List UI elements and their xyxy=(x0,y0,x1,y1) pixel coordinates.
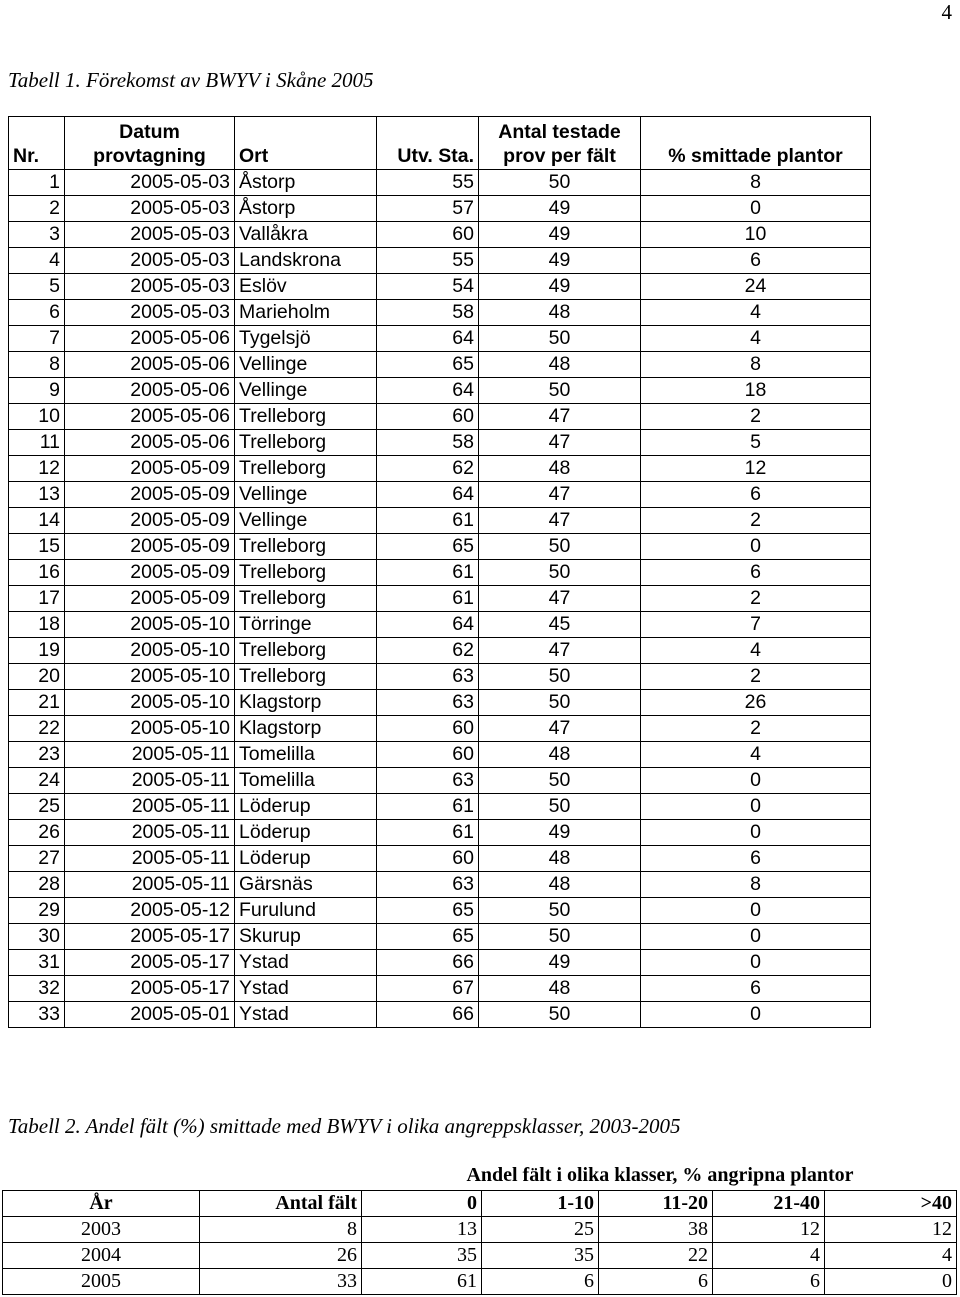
cell-datum: 2005-05-10 xyxy=(65,690,235,716)
cell-pct: 2 xyxy=(641,404,871,430)
table-row xyxy=(9,690,871,716)
table2-cell: 4 xyxy=(825,1243,957,1269)
table-row xyxy=(9,378,871,404)
cell-utv-sta: 63 xyxy=(377,664,479,690)
cell-ort: Åstorp xyxy=(235,196,377,222)
table-row xyxy=(9,976,871,1002)
table2-header-cell: 0 xyxy=(362,1191,482,1217)
table2-cell: 33 xyxy=(200,1269,362,1295)
cell-datum: 2005-05-01 xyxy=(65,1002,235,1028)
table1-body xyxy=(9,170,871,1028)
cell-ort: Åstorp xyxy=(235,170,377,196)
table-row xyxy=(9,196,871,222)
cell-utv-sta: 61 xyxy=(377,794,479,820)
cell-nr: 11 xyxy=(9,430,65,456)
table2-cell: 6 xyxy=(713,1269,825,1295)
table2-header-cell: Antal fält xyxy=(200,1191,362,1217)
cell-nr: 33 xyxy=(9,1002,65,1028)
cell-datum: 2005-05-03 xyxy=(65,222,235,248)
cell-pct: 24 xyxy=(641,274,871,300)
cell-antal: 50 xyxy=(479,924,641,950)
cell-datum: 2005-05-12 xyxy=(65,898,235,924)
cell-utv-sta: 60 xyxy=(377,404,479,430)
cell-ort: Löderup xyxy=(235,794,377,820)
cell-utv-sta: 55 xyxy=(377,248,479,274)
cell-datum: 2005-05-09 xyxy=(65,586,235,612)
table1-bwyv-occurrence xyxy=(8,116,871,1028)
cell-pct: 10 xyxy=(641,222,871,248)
cell-datum: 2005-05-11 xyxy=(65,846,235,872)
cell-datum: 2005-05-11 xyxy=(65,768,235,794)
cell-utv-sta: 66 xyxy=(377,1002,479,1028)
cell-antal: 47 xyxy=(479,404,641,430)
table2-header-cell: 1-10 xyxy=(482,1191,599,1217)
cell-ort: Klagstorp xyxy=(235,716,377,742)
cell-pct: 0 xyxy=(641,768,871,794)
header-pct-smittade: % smittade plantor xyxy=(641,117,871,170)
cell-ort: Ystad xyxy=(235,950,377,976)
table-row xyxy=(9,560,871,586)
cell-nr: 22 xyxy=(9,716,65,742)
cell-pct: 18 xyxy=(641,378,871,404)
cell-pct: 0 xyxy=(641,924,871,950)
table2-cell: 8 xyxy=(200,1217,362,1243)
cell-antal: 48 xyxy=(479,742,641,768)
table-row xyxy=(9,586,871,612)
cell-utv-sta: 65 xyxy=(377,924,479,950)
cell-nr: 3 xyxy=(9,222,65,248)
cell-utv-sta: 58 xyxy=(377,430,479,456)
cell-nr: 9 xyxy=(9,378,65,404)
header-antal xyxy=(479,117,641,170)
table-row xyxy=(9,534,871,560)
cell-datum: 2005-05-11 xyxy=(65,742,235,768)
cell-ort: Ystad xyxy=(235,976,377,1002)
cell-datum: 2005-05-09 xyxy=(65,482,235,508)
cell-pct: 8 xyxy=(641,872,871,898)
cell-ort: Trelleborg xyxy=(235,456,377,482)
cell-antal: 47 xyxy=(479,586,641,612)
table-row xyxy=(3,1269,957,1295)
cell-antal: 48 xyxy=(479,300,641,326)
cell-nr: 30 xyxy=(9,924,65,950)
header-antal-line1: Antal testade xyxy=(498,121,621,143)
cell-pct: 0 xyxy=(641,950,871,976)
cell-pct: 12 xyxy=(641,456,871,482)
cell-nr: 15 xyxy=(9,534,65,560)
cell-antal: 48 xyxy=(479,846,641,872)
cell-antal: 50 xyxy=(479,326,641,352)
cell-nr: 23 xyxy=(9,742,65,768)
header-datum-line2: provtagning xyxy=(93,145,206,167)
cell-antal: 47 xyxy=(479,482,641,508)
cell-nr: 16 xyxy=(9,560,65,586)
cell-antal: 49 xyxy=(479,196,641,222)
header-datum-line1: Datum xyxy=(119,121,180,143)
table2-cell: 35 xyxy=(482,1243,599,1269)
cell-utv-sta: 61 xyxy=(377,586,479,612)
cell-nr: 12 xyxy=(9,456,65,482)
cell-nr: 20 xyxy=(9,664,65,690)
cell-datum: 2005-05-09 xyxy=(65,508,235,534)
cell-nr: 2 xyxy=(9,196,65,222)
cell-antal: 47 xyxy=(479,638,641,664)
cell-nr: 7 xyxy=(9,326,65,352)
cell-antal: 50 xyxy=(479,690,641,716)
cell-pct: 0 xyxy=(641,534,871,560)
cell-nr: 8 xyxy=(9,352,65,378)
cell-pct: 4 xyxy=(641,326,871,352)
cell-utv-sta: 60 xyxy=(377,846,479,872)
cell-utv-sta: 61 xyxy=(377,508,479,534)
cell-ort: Trelleborg xyxy=(235,664,377,690)
cell-ort: Vellinge xyxy=(235,508,377,534)
cell-datum: 2005-05-03 xyxy=(65,300,235,326)
cell-datum: 2005-05-10 xyxy=(65,716,235,742)
table-row xyxy=(9,274,871,300)
table-row xyxy=(9,170,871,196)
cell-datum: 2005-05-03 xyxy=(65,196,235,222)
cell-ort: Furulund xyxy=(235,898,377,924)
cell-antal: 50 xyxy=(479,1002,641,1028)
cell-utv-sta: 63 xyxy=(377,872,479,898)
cell-nr: 26 xyxy=(9,820,65,846)
cell-pct: 8 xyxy=(641,352,871,378)
table2-cell: 38 xyxy=(599,1217,713,1243)
table-row xyxy=(9,872,871,898)
cell-pct: 6 xyxy=(641,560,871,586)
header-antal-line2: prov per fält xyxy=(503,145,616,167)
table2-header-row xyxy=(3,1191,957,1217)
cell-datum: 2005-05-03 xyxy=(65,248,235,274)
table2-cell: 13 xyxy=(362,1217,482,1243)
cell-utv-sta: 67 xyxy=(377,976,479,1002)
cell-utv-sta: 64 xyxy=(377,378,479,404)
cell-antal: 50 xyxy=(479,534,641,560)
cell-ort: Trelleborg xyxy=(235,534,377,560)
table2-cell: 61 xyxy=(362,1269,482,1295)
cell-nr: 17 xyxy=(9,586,65,612)
cell-pct: 26 xyxy=(641,690,871,716)
cell-pct: 6 xyxy=(641,482,871,508)
cell-pct: 4 xyxy=(641,742,871,768)
cell-antal: 45 xyxy=(479,612,641,638)
table-row xyxy=(9,794,871,820)
cell-antal: 48 xyxy=(479,976,641,1002)
cell-utv-sta: 54 xyxy=(377,274,479,300)
cell-antal: 49 xyxy=(479,950,641,976)
cell-utv-sta: 64 xyxy=(377,326,479,352)
cell-utv-sta: 65 xyxy=(377,352,479,378)
cell-nr: 32 xyxy=(9,976,65,1002)
cell-antal: 50 xyxy=(479,560,641,586)
cell-ort: Tomelilla xyxy=(235,768,377,794)
table-row xyxy=(9,820,871,846)
cell-utv-sta: 60 xyxy=(377,716,479,742)
table2-attack-classes xyxy=(2,1190,957,1295)
cell-nr: 6 xyxy=(9,300,65,326)
cell-antal: 50 xyxy=(479,378,641,404)
table-row xyxy=(9,456,871,482)
cell-datum: 2005-05-10 xyxy=(65,638,235,664)
cell-datum: 2005-05-17 xyxy=(65,976,235,1002)
cell-antal: 48 xyxy=(479,872,641,898)
cell-datum: 2005-05-06 xyxy=(65,352,235,378)
cell-datum: 2005-05-10 xyxy=(65,612,235,638)
header-datum xyxy=(65,117,235,170)
cell-pct: 5 xyxy=(641,430,871,456)
cell-utv-sta: 64 xyxy=(377,482,479,508)
cell-antal: 47 xyxy=(479,430,641,456)
cell-ort: Vellinge xyxy=(235,378,377,404)
cell-nr: 28 xyxy=(9,872,65,898)
table2-cell: 26 xyxy=(200,1243,362,1269)
cell-datum: 2005-05-06 xyxy=(65,326,235,352)
cell-ort: Gärsnäs xyxy=(235,872,377,898)
cell-datum: 2005-05-09 xyxy=(65,456,235,482)
cell-utv-sta: 60 xyxy=(377,742,479,768)
cell-pct: 2 xyxy=(641,586,871,612)
cell-datum: 2005-05-10 xyxy=(65,664,235,690)
table-row xyxy=(9,300,871,326)
cell-datum: 2005-05-11 xyxy=(65,820,235,846)
cell-utv-sta: 57 xyxy=(377,196,479,222)
cell-utv-sta: 64 xyxy=(377,612,479,638)
table-row xyxy=(9,638,871,664)
cell-antal: 50 xyxy=(479,898,641,924)
cell-pct: 4 xyxy=(641,638,871,664)
cell-nr: 31 xyxy=(9,950,65,976)
cell-antal: 47 xyxy=(479,716,641,742)
cell-ort: Tomelilla xyxy=(235,742,377,768)
table1-caption: Tabell 1. Förekomst av BWYV i Skåne 2005 xyxy=(8,68,374,92)
cell-antal: 49 xyxy=(479,222,641,248)
table2-cell: 22 xyxy=(599,1243,713,1269)
table2-cell: 0 xyxy=(825,1269,957,1295)
table2-cell: 25 xyxy=(482,1217,599,1243)
cell-datum: 2005-05-09 xyxy=(65,560,235,586)
cell-utv-sta: 65 xyxy=(377,898,479,924)
cell-nr: 25 xyxy=(9,794,65,820)
cell-pct: 0 xyxy=(641,820,871,846)
table2-header-cell: 21-40 xyxy=(713,1191,825,1217)
cell-datum: 2005-05-17 xyxy=(65,950,235,976)
table2-cell: 6 xyxy=(482,1269,599,1295)
cell-nr: 29 xyxy=(9,898,65,924)
cell-pct: 0 xyxy=(641,196,871,222)
cell-antal: 50 xyxy=(479,664,641,690)
cell-antal: 50 xyxy=(479,768,641,794)
table2-caption: Tabell 2. Andel fält (%) smittade med BWYV i olika angreppsklasser, 2003-2005 xyxy=(8,1114,681,1138)
table2-cell: 12 xyxy=(825,1217,957,1243)
table-row xyxy=(9,768,871,794)
cell-datum: 2005-05-11 xyxy=(65,794,235,820)
table2-header-cell: 11-20 xyxy=(599,1191,713,1217)
table-row xyxy=(9,404,871,430)
cell-datum: 2005-05-06 xyxy=(65,404,235,430)
table2-cell: 35 xyxy=(362,1243,482,1269)
table-row xyxy=(9,430,871,456)
table-row xyxy=(9,482,871,508)
table2-header-cell: >40 xyxy=(825,1191,957,1217)
table-row xyxy=(9,664,871,690)
cell-year: 2004 xyxy=(3,1243,200,1269)
cell-nr: 27 xyxy=(9,846,65,872)
cell-utv-sta: 63 xyxy=(377,768,479,794)
cell-ort: Löderup xyxy=(235,846,377,872)
header-utv-sta: Utv. Sta. xyxy=(377,117,479,170)
cell-antal: 48 xyxy=(479,456,641,482)
cell-pct: 6 xyxy=(641,248,871,274)
cell-utv-sta: 60 xyxy=(377,222,479,248)
cell-pct: 0 xyxy=(641,1002,871,1028)
cell-antal: 49 xyxy=(479,820,641,846)
cell-ort: Landskrona xyxy=(235,248,377,274)
cell-nr: 19 xyxy=(9,638,65,664)
cell-ort: Vellinge xyxy=(235,482,377,508)
table-row xyxy=(9,924,871,950)
cell-ort: Klagstorp xyxy=(235,690,377,716)
cell-utv-sta: 55 xyxy=(377,170,479,196)
cell-utv-sta: 61 xyxy=(377,820,479,846)
cell-pct: 0 xyxy=(641,794,871,820)
cell-nr: 10 xyxy=(9,404,65,430)
cell-utv-sta: 63 xyxy=(377,690,479,716)
table-row xyxy=(9,352,871,378)
cell-nr: 18 xyxy=(9,612,65,638)
cell-ort: Tygelsjö xyxy=(235,326,377,352)
cell-datum: 2005-05-03 xyxy=(65,274,235,300)
table2-group-header: Andel fält i olika klasser, % angripna plantor xyxy=(466,1164,854,1186)
table-row xyxy=(9,222,871,248)
table-row xyxy=(3,1243,957,1269)
cell-antal: 47 xyxy=(479,508,641,534)
cell-ort: Marieholm xyxy=(235,300,377,326)
table-row xyxy=(9,742,871,768)
cell-ort: Vellinge xyxy=(235,352,377,378)
cell-ort: Törringe xyxy=(235,612,377,638)
cell-pct: 6 xyxy=(641,976,871,1002)
cell-ort: Trelleborg xyxy=(235,560,377,586)
cell-pct: 2 xyxy=(641,664,871,690)
cell-antal: 50 xyxy=(479,170,641,196)
table-row xyxy=(9,1002,871,1028)
table-row xyxy=(9,508,871,534)
cell-antal: 49 xyxy=(479,274,641,300)
cell-antal: 50 xyxy=(479,794,641,820)
cell-datum: 2005-05-06 xyxy=(65,430,235,456)
table-row xyxy=(9,612,871,638)
cell-pct: 6 xyxy=(641,846,871,872)
cell-ort: Vallåkra xyxy=(235,222,377,248)
table-row xyxy=(9,248,871,274)
cell-nr: 1 xyxy=(9,170,65,196)
cell-datum: 2005-05-11 xyxy=(65,872,235,898)
cell-pct: 2 xyxy=(641,716,871,742)
cell-datum: 2005-05-17 xyxy=(65,924,235,950)
cell-utv-sta: 66 xyxy=(377,950,479,976)
table-row xyxy=(9,326,871,352)
cell-ort: Trelleborg xyxy=(235,638,377,664)
cell-ort: Löderup xyxy=(235,820,377,846)
cell-utv-sta: 62 xyxy=(377,638,479,664)
cell-utv-sta: 58 xyxy=(377,300,479,326)
table2-body xyxy=(3,1217,957,1295)
cell-ort: Eslöv xyxy=(235,274,377,300)
cell-datum: 2005-05-06 xyxy=(65,378,235,404)
table-row xyxy=(9,846,871,872)
cell-ort: Trelleborg xyxy=(235,404,377,430)
table-row xyxy=(9,716,871,742)
table1-header-row xyxy=(9,117,871,170)
header-nr: Nr. xyxy=(9,117,65,170)
cell-year: 2003 xyxy=(3,1217,200,1243)
cell-nr: 14 xyxy=(9,508,65,534)
table2-header-cell: År xyxy=(3,1191,200,1217)
cell-ort: Trelleborg xyxy=(235,586,377,612)
cell-antal: 48 xyxy=(479,352,641,378)
cell-nr: 21 xyxy=(9,690,65,716)
cell-ort: Skurup xyxy=(235,924,377,950)
header-ort: Ort xyxy=(235,117,377,170)
page-number: 4 xyxy=(941,0,952,24)
table2-cell: 6 xyxy=(599,1269,713,1295)
cell-utv-sta: 65 xyxy=(377,534,479,560)
cell-nr: 13 xyxy=(9,482,65,508)
cell-nr: 5 xyxy=(9,274,65,300)
cell-pct: 4 xyxy=(641,300,871,326)
table2-cell: 12 xyxy=(713,1217,825,1243)
table-row xyxy=(3,1217,957,1243)
cell-ort: Ystad xyxy=(235,1002,377,1028)
cell-nr: 4 xyxy=(9,248,65,274)
cell-pct: 0 xyxy=(641,898,871,924)
cell-pct: 2 xyxy=(641,508,871,534)
cell-antal: 49 xyxy=(479,248,641,274)
cell-nr: 24 xyxy=(9,768,65,794)
cell-utv-sta: 61 xyxy=(377,560,479,586)
cell-utv-sta: 62 xyxy=(377,456,479,482)
cell-ort: Trelleborg xyxy=(235,430,377,456)
table-row xyxy=(9,898,871,924)
table2-cell: 4 xyxy=(713,1243,825,1269)
table-row xyxy=(9,950,871,976)
cell-year: 2005 xyxy=(3,1269,200,1295)
cell-pct: 8 xyxy=(641,170,871,196)
cell-datum: 2005-05-09 xyxy=(65,534,235,560)
cell-datum: 2005-05-03 xyxy=(65,170,235,196)
cell-pct: 7 xyxy=(641,612,871,638)
